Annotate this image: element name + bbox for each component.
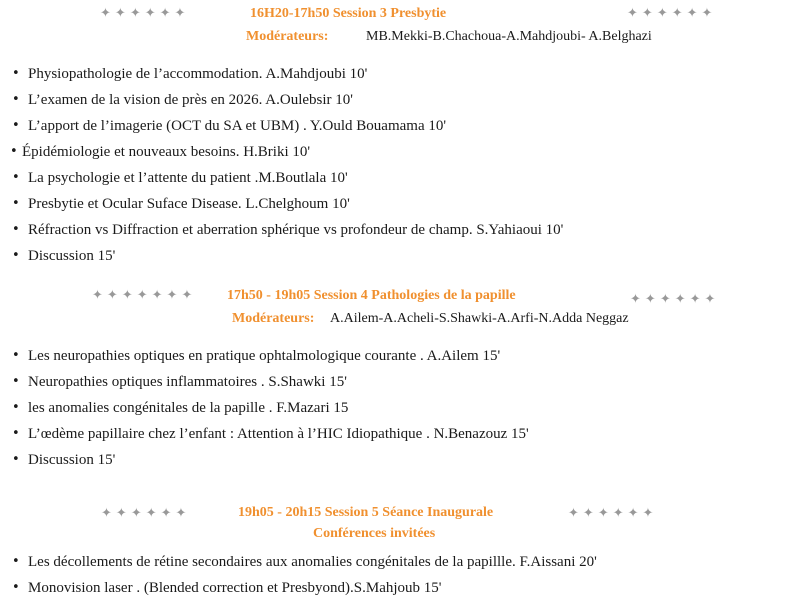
sparkle-icon: ✦ xyxy=(656,6,668,21)
list-item: • Physiopathologie de l’accommodation. A.Mahdjoubi 10' xyxy=(12,61,563,87)
sparkle-divider-right-s4 xyxy=(630,292,715,308)
sparkle-icon: ✦ xyxy=(689,292,701,307)
session-4-moderators: A.Ailem-A.Acheli-S.Shawki-A.Arfi-N.Adda Neggaz xyxy=(330,311,629,326)
sparkle-icon: ✦ xyxy=(644,292,656,307)
sparkle-icon: ✦ xyxy=(160,506,172,521)
list-item: • Presbytie et Ocular Suface Disease. L.Chelghoum 10' xyxy=(12,191,563,217)
sparkle-icon: ✦ xyxy=(659,292,671,307)
list-item: • Discussion 15' xyxy=(12,243,563,269)
sparkle-icon: ✦ xyxy=(121,288,133,303)
sparkle-divider-right-s3 xyxy=(627,6,712,22)
sparkle-icon: ✦ xyxy=(144,6,156,21)
sparkle-icon: ✦ xyxy=(130,506,142,521)
sparkle-icon: ✦ xyxy=(674,292,686,307)
session-3-talks xyxy=(12,61,563,269)
session-4-moderators-label: Modérateurs: xyxy=(232,311,315,326)
list-item: • L’œdème papillaire chez l’enfant : Attention à l’HIC Idiopathique . N.Benazouz 15' xyxy=(12,421,529,447)
sparkle-icon: ✦ xyxy=(630,292,641,307)
sparkle-icon: ✦ xyxy=(166,288,178,303)
sparkle-icon: ✦ xyxy=(686,6,698,21)
list-item: • La psychologie et l’attente du patient .M.Boutlala 10' xyxy=(12,165,563,191)
session-4-title: 17h50 - 19h05 Session 4 Pathologies de la papille xyxy=(227,288,516,303)
sparkle-icon: ✦ xyxy=(129,6,141,21)
sparkle-icon: ✦ xyxy=(181,288,193,303)
sparkle-icon: ✦ xyxy=(101,506,112,521)
list-item: • Les neuropathies optiques en pratique ophtalmologique courante . A.Ailem 15' xyxy=(12,343,529,369)
sparkle-icon: ✦ xyxy=(612,506,624,521)
list-item: • les anomalies congénitales de la papille . F.Mazari 15 xyxy=(12,395,529,421)
sparkle-divider-left-s5 xyxy=(101,506,186,522)
list-item: • Monovision laser . (Blended correction et Presbyond).S.Mahjoub 15' xyxy=(12,575,597,601)
sparkle-icon: ✦ xyxy=(159,6,171,21)
sparkle-icon: ✦ xyxy=(114,6,126,21)
sparkle-icon: ✦ xyxy=(136,288,148,303)
session-5-title: 19h05 - 20h15 Session 5 Séance Inaugurale xyxy=(238,505,494,520)
sparkle-icon: ✦ xyxy=(597,506,609,521)
sparkle-icon: ✦ xyxy=(92,288,103,303)
sparkle-icon: ✦ xyxy=(642,506,654,521)
list-item: • Les décollements de rétine secondaires aux anomalies congénitales de la papillle. F.Aissani 20' xyxy=(12,549,597,575)
list-item: • L’examen de la vision de près en 2026. A.Oulebsir 10' xyxy=(12,87,563,113)
sparkle-icon: ✦ xyxy=(115,506,127,521)
session-5-subtitle: Conférences invitées xyxy=(313,526,436,541)
list-item: • Réfraction vs Diffraction et aberration sphérique vs profondeur de champ. S.Yahiaoui 10' xyxy=(12,217,563,243)
sparkle-icon: ✦ xyxy=(671,6,683,21)
sparkle-divider-left-s4 xyxy=(92,288,192,304)
session-3-moderators-label: Modérateurs: xyxy=(246,29,329,44)
sparkle-icon: ✦ xyxy=(627,6,638,21)
session-4-talks xyxy=(12,343,529,473)
sparkle-divider-left-s3 xyxy=(100,6,185,22)
sparkle-icon: ✦ xyxy=(582,506,594,521)
sparkle-icon: ✦ xyxy=(701,6,713,21)
session-5-talks xyxy=(12,549,597,601)
sparkle-icon: ✦ xyxy=(174,6,186,21)
session-3-title: 16H20-17h50 Session 3 Presbytie xyxy=(250,6,447,21)
list-item: • Neuropathies optiques inflammatoires . S.Shawki 15' xyxy=(12,369,529,395)
session-3-moderators: MB.Mekki-B.Chachoua-A.Mahdjoubi- A.Belghazi xyxy=(366,29,652,44)
list-item: • Épidémiologie et nouveaux besoins. H.Briki 10' xyxy=(10,139,563,165)
sparkle-icon: ✦ xyxy=(151,288,163,303)
sparkle-icon: ✦ xyxy=(627,506,639,521)
list-item: • Discussion 15' xyxy=(12,447,529,473)
sparkle-divider-right-s5 xyxy=(568,506,653,522)
list-item: • L’apport de l’imagerie (OCT du SA et UBM) . Y.Ould Bouamama 10' xyxy=(12,113,563,139)
sparkle-icon: ✦ xyxy=(641,6,653,21)
sparkle-icon: ✦ xyxy=(704,292,716,307)
sparkle-icon: ✦ xyxy=(100,6,111,21)
sparkle-icon: ✦ xyxy=(175,506,187,521)
sparkle-icon: ✦ xyxy=(106,288,118,303)
sparkle-icon: ✦ xyxy=(568,506,579,521)
sparkle-icon: ✦ xyxy=(145,506,157,521)
